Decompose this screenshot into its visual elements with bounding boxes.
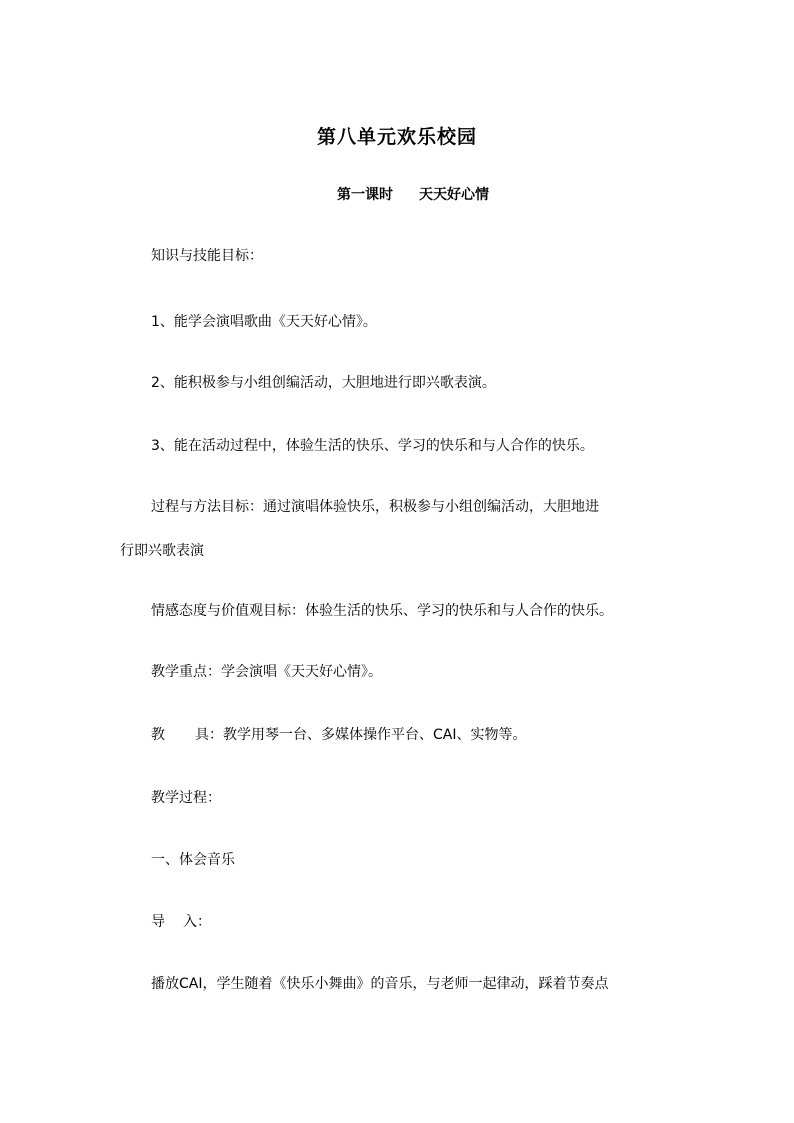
teaching-aids-label-b: 具： [195,727,223,743]
lesson-heading [0,184,794,204]
teaching-focus: 教学重点：学会演唱《天天好心情》。 [151,664,382,680]
intro-paragraph: 播放CAI，学生随着《快乐小舞曲》的音乐，与老师一起律动，踩着节奏点 [151,976,609,992]
intro-label-a: 导 [151,914,165,930]
goal-item-3: 3、能在活动过程中，体验生活的快乐、学习的快乐和与人合作的快乐。 [151,438,594,454]
intro-heading [151,912,211,932]
goal-item-2: 2、能积极参与小组创编活动，大胆地进行即兴歌表演。 [151,375,496,391]
process-method-goal: 过程与方法目标：通过演唱体验快乐，积极参与小组创编活动，大胆地进 [151,499,599,515]
lesson-number: 第一课时 [337,187,393,203]
intro-label-b: 入： [183,914,211,930]
teaching-aids-label-a: 教 [151,727,165,743]
lesson-name: 天天好心情 [419,187,489,203]
section-1-heading: 一、体会音乐 [151,852,235,868]
teaching-process-heading: 教学过程： [151,790,221,806]
process-method-goal-continued: 行即兴歌表演 [120,543,204,559]
teaching-aids-text: 教学用琴一台、多媒体操作平台、CAI、实物等。 [223,727,527,743]
goal-item-1: 1、能学会演唱歌曲《天天好心情》。 [151,314,377,330]
teaching-aids [151,725,526,745]
knowledge-goal-heading: 知识与技能目标： [151,248,263,264]
document-title: 第八单元欢乐校园 [316,126,477,148]
emotion-value-goal: 情感态度与价值观目标：体验生活的快乐、学习的快乐和与人合作的快乐。 [151,603,613,619]
